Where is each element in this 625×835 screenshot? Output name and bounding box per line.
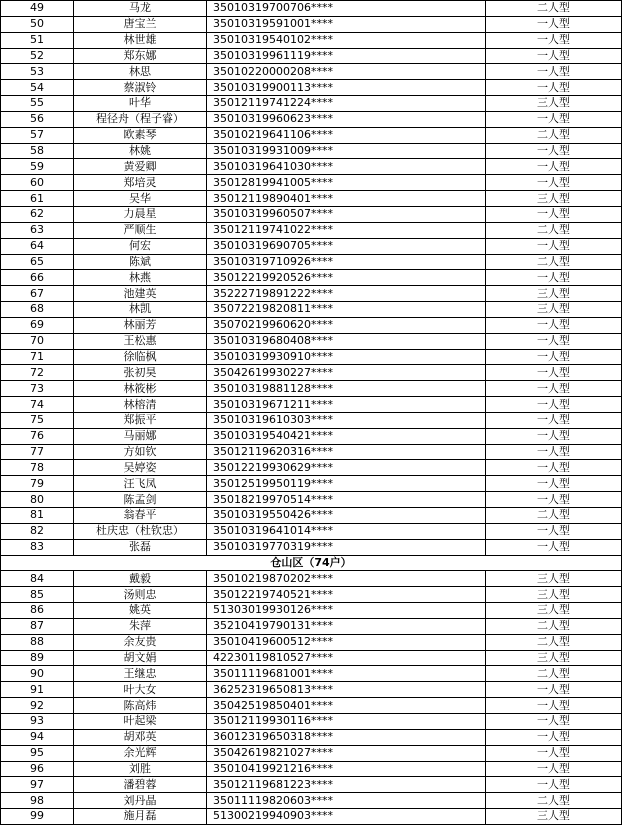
household-type-cell[interactable]: 一人型 xyxy=(486,143,622,159)
name-cell[interactable]: 林丽芳 xyxy=(74,317,207,333)
table-row xyxy=(1,428,622,444)
id-number-cell[interactable]: 35010220000208**** xyxy=(207,64,486,80)
row-number-cell[interactable]: 68 xyxy=(1,302,74,318)
household-type-cell[interactable]: 二人型 xyxy=(486,634,622,650)
household-type-cell[interactable]: 一人型 xyxy=(486,539,622,555)
id-number-cell[interactable]: 35012119741022**** xyxy=(207,222,486,238)
name-cell[interactable]: 欧素琴 xyxy=(74,127,207,143)
id-number-cell[interactable]: 35010319540102**** xyxy=(207,32,486,48)
id-number-cell[interactable]: 35012119890401**** xyxy=(207,191,486,207)
name-cell[interactable]: 王松惠 xyxy=(74,333,207,349)
row-number-cell[interactable]: 76 xyxy=(1,428,74,444)
row-number-cell[interactable]: 93 xyxy=(1,713,74,729)
household-table-body xyxy=(1,1,622,825)
name-cell[interactable]: 杜庆忠（杜钦忠） xyxy=(74,523,207,539)
row-number-cell[interactable]: 52 xyxy=(1,48,74,64)
name-cell[interactable]: 陈斌 xyxy=(74,254,207,270)
table-row xyxy=(1,523,622,539)
table-row xyxy=(1,587,622,603)
name-cell[interactable]: 施月磊 xyxy=(74,809,207,825)
id-number-cell[interactable]: 35010319900113**** xyxy=(207,80,486,96)
id-number-cell[interactable]: 35010419600512**** xyxy=(207,634,486,650)
household-type-cell[interactable]: 二人型 xyxy=(486,618,622,634)
row-number-cell[interactable]: 62 xyxy=(1,206,74,222)
table-row xyxy=(1,365,622,381)
id-number-cell[interactable]: 35010319960623**** xyxy=(207,111,486,127)
table-row xyxy=(1,270,622,286)
row-number-cell[interactable]: 74 xyxy=(1,397,74,413)
table-row xyxy=(1,539,622,555)
name-cell[interactable]: 汤则忠 xyxy=(74,587,207,603)
table-row xyxy=(1,412,622,428)
id-number-cell[interactable]: 35012119681223**** xyxy=(207,777,486,793)
household-type-cell[interactable]: 一人型 xyxy=(486,270,622,286)
row-number-cell[interactable]: 57 xyxy=(1,127,74,143)
household-type-cell[interactable]: 一人型 xyxy=(486,206,622,222)
row-number-cell[interactable]: 97 xyxy=(1,777,74,793)
name-cell[interactable]: 胡邓英 xyxy=(74,729,207,745)
row-number-cell[interactable]: 81 xyxy=(1,508,74,524)
table-row xyxy=(1,793,622,809)
household-type-cell[interactable]: 一人型 xyxy=(486,381,622,397)
name-cell[interactable]: 唐宝兰 xyxy=(74,16,207,32)
id-number-cell[interactable]: 35010319931009**** xyxy=(207,143,486,159)
household-type-cell[interactable]: 一人型 xyxy=(486,159,622,175)
table-row xyxy=(1,111,622,127)
household-type-cell[interactable]: 二人型 xyxy=(486,254,622,270)
row-number-cell[interactable]: 89 xyxy=(1,650,74,666)
name-cell[interactable]: 余友贵 xyxy=(74,634,207,650)
household-type-cell[interactable]: 三人型 xyxy=(486,302,622,318)
id-number-cell[interactable]: 35010319641014**** xyxy=(207,523,486,539)
name-cell[interactable]: 林世雄 xyxy=(74,32,207,48)
row-number-cell[interactable]: 55 xyxy=(1,96,74,112)
row-number-cell[interactable]: 60 xyxy=(1,175,74,191)
table-row xyxy=(1,761,622,777)
household-type-cell[interactable]: 三人型 xyxy=(486,191,622,207)
household-type-cell[interactable]: 一人型 xyxy=(486,428,622,444)
id-number-cell[interactable]: 35012119930116**** xyxy=(207,713,486,729)
id-number-cell[interactable]: 35010319610303**** xyxy=(207,412,486,428)
household-type-cell[interactable]: 一人型 xyxy=(486,80,622,96)
id-number-cell[interactable]: 35010319680408**** xyxy=(207,333,486,349)
id-number-cell[interactable]: 35010319641030**** xyxy=(207,159,486,175)
table-row xyxy=(1,127,622,143)
household-type-cell[interactable]: 三人型 xyxy=(486,809,622,825)
table-row xyxy=(1,809,622,825)
id-number-cell[interactable]: 35010319960507**** xyxy=(207,206,486,222)
household-type-cell[interactable]: 一人型 xyxy=(486,492,622,508)
household-type-cell[interactable]: 一人型 xyxy=(486,16,622,32)
table-row xyxy=(1,698,622,714)
household-type-cell[interactable]: 一人型 xyxy=(486,175,622,191)
row-number-cell[interactable]: 69 xyxy=(1,317,74,333)
row-number-cell[interactable]: 90 xyxy=(1,666,74,682)
table-row xyxy=(1,191,622,207)
id-number-cell[interactable]: 35012219740521**** xyxy=(207,587,486,603)
household-type-cell[interactable]: 三人型 xyxy=(486,650,622,666)
row-number-cell[interactable]: 91 xyxy=(1,682,74,698)
household-type-cell[interactable]: 一人型 xyxy=(486,476,622,492)
id-number-cell[interactable]: 35042619821027**** xyxy=(207,745,486,761)
table-row xyxy=(1,508,622,524)
name-cell[interactable]: 林燕 xyxy=(74,270,207,286)
id-number-cell[interactable]: 35018219970514**** xyxy=(207,492,486,508)
household-type-cell[interactable]: 一人型 xyxy=(486,444,622,460)
name-cell[interactable]: 胡文娟 xyxy=(74,650,207,666)
name-cell[interactable]: 叶华 xyxy=(74,96,207,112)
name-cell[interactable]: 马龙 xyxy=(74,1,207,17)
table-row xyxy=(1,206,622,222)
name-cell[interactable]: 吴婷姿 xyxy=(74,460,207,476)
row-number-cell[interactable]: 58 xyxy=(1,143,74,159)
row-number-cell[interactable]: 75 xyxy=(1,412,74,428)
table-row xyxy=(1,302,622,318)
id-number-cell[interactable]: 35070219960620**** xyxy=(207,317,486,333)
table-row xyxy=(1,16,622,32)
table-row xyxy=(1,634,622,650)
table-row xyxy=(1,64,622,80)
row-number-cell[interactable]: 53 xyxy=(1,64,74,80)
table-row xyxy=(1,618,622,634)
row-number-cell[interactable]: 88 xyxy=(1,634,74,650)
id-number-cell[interactable]: 35012819941005**** xyxy=(207,175,486,191)
household-type-cell[interactable]: 一人型 xyxy=(486,412,622,428)
household-type-cell[interactable]: 一人型 xyxy=(486,238,622,254)
table-row xyxy=(1,729,622,745)
name-cell[interactable]: 严顺生 xyxy=(74,222,207,238)
table-row xyxy=(1,96,622,112)
table-row xyxy=(1,571,622,587)
id-number-cell[interactable]: 35012219930629**** xyxy=(207,460,486,476)
name-cell[interactable]: 吴华 xyxy=(74,191,207,207)
table-row xyxy=(1,745,622,761)
household-type-cell[interactable]: 二人型 xyxy=(486,1,622,17)
name-cell[interactable]: 余光辉 xyxy=(74,745,207,761)
row-number-cell[interactable]: 50 xyxy=(1,16,74,32)
row-number-cell[interactable]: 66 xyxy=(1,270,74,286)
name-cell[interactable]: 叶起梁 xyxy=(74,713,207,729)
household-type-cell[interactable]: 一人型 xyxy=(486,48,622,64)
id-number-cell[interactable]: 35010319881128**** xyxy=(207,381,486,397)
id-number-cell[interactable]: 36252319650813**** xyxy=(207,682,486,698)
row-number-cell[interactable]: 49 xyxy=(1,1,74,17)
row-number-cell[interactable]: 67 xyxy=(1,286,74,302)
name-cell[interactable]: 徐临枫 xyxy=(74,349,207,365)
row-number-cell[interactable]: 80 xyxy=(1,492,74,508)
name-cell[interactable]: 刘胜 xyxy=(74,761,207,777)
row-number-cell[interactable]: 54 xyxy=(1,80,74,96)
name-cell[interactable]: 潘碧蓉 xyxy=(74,777,207,793)
row-number-cell[interactable]: 61 xyxy=(1,191,74,207)
table-row xyxy=(1,254,622,270)
household-type-cell[interactable]: 三人型 xyxy=(486,286,622,302)
household-type-cell[interactable]: 一人型 xyxy=(486,745,622,761)
table-row xyxy=(1,333,622,349)
name-cell[interactable]: 刘丹晶 xyxy=(74,793,207,809)
name-cell[interactable]: 池建英 xyxy=(74,286,207,302)
id-number-cell[interactable]: 35042519850401**** xyxy=(207,698,486,714)
id-number-cell[interactable]: 35010319591001**** xyxy=(207,16,486,32)
household-type-cell[interactable]: 一人型 xyxy=(486,365,622,381)
row-number-cell[interactable]: 85 xyxy=(1,587,74,603)
household-type-cell[interactable]: 二人型 xyxy=(486,666,622,682)
name-cell[interactable]: 力晨星 xyxy=(74,206,207,222)
name-cell[interactable]: 林姚 xyxy=(74,143,207,159)
household-type-cell[interactable]: 三人型 xyxy=(486,603,622,619)
household-type-cell[interactable]: 一人型 xyxy=(486,777,622,793)
id-number-cell[interactable]: 35010319930910**** xyxy=(207,349,486,365)
id-number-cell[interactable]: 35010319710926**** xyxy=(207,254,486,270)
table-row xyxy=(1,381,622,397)
table-row xyxy=(1,476,622,492)
id-number-cell[interactable]: 35042619930227**** xyxy=(207,365,486,381)
table-row xyxy=(1,32,622,48)
household-type-cell[interactable]: 三人型 xyxy=(486,571,622,587)
table-row xyxy=(1,222,622,238)
id-number-cell[interactable]: 35010319770319**** xyxy=(207,539,486,555)
id-number-cell[interactable]: 35012519950119**** xyxy=(207,476,486,492)
table-row xyxy=(1,349,622,365)
table-row xyxy=(1,1,622,17)
name-cell[interactable]: 陈孟剑 xyxy=(74,492,207,508)
household-type-cell[interactable]: 一人型 xyxy=(486,317,622,333)
row-number-cell[interactable]: 72 xyxy=(1,365,74,381)
id-number-cell[interactable]: 36012319650318**** xyxy=(207,729,486,745)
row-number-cell[interactable]: 98 xyxy=(1,793,74,809)
name-cell[interactable]: 姚英 xyxy=(74,603,207,619)
id-number-cell[interactable]: 35012119620316**** xyxy=(207,444,486,460)
table-row xyxy=(1,460,622,476)
row-number-cell[interactable]: 64 xyxy=(1,238,74,254)
household-type-cell[interactable]: 二人型 xyxy=(486,222,622,238)
name-cell[interactable]: 黄爱卿 xyxy=(74,159,207,175)
id-number-cell[interactable]: 35210419790131**** xyxy=(207,618,486,634)
id-number-cell[interactable]: 35010319550426**** xyxy=(207,508,486,524)
id-number-cell[interactable]: 35010219641106**** xyxy=(207,127,486,143)
id-number-cell[interactable]: 35010319540421**** xyxy=(207,428,486,444)
name-cell[interactable]: 郑东娜 xyxy=(74,48,207,64)
row-number-cell[interactable]: 94 xyxy=(1,729,74,745)
name-cell[interactable]: 方如钦 xyxy=(74,444,207,460)
id-number-cell[interactable]: 35010219870202**** xyxy=(207,571,486,587)
household-type-cell[interactable]: 二人型 xyxy=(486,127,622,143)
table-row xyxy=(1,317,622,333)
id-number-cell[interactable]: 42230119810527**** xyxy=(207,650,486,666)
household-type-cell[interactable]: 一人型 xyxy=(486,111,622,127)
id-number-cell[interactable]: 35072219820811**** xyxy=(207,302,486,318)
id-number-cell[interactable]: 35010319671211**** xyxy=(207,397,486,413)
name-cell[interactable]: 林思 xyxy=(74,64,207,80)
table-row xyxy=(1,603,622,619)
name-cell[interactable]: 张初昊 xyxy=(74,365,207,381)
household-type-cell[interactable]: 一人型 xyxy=(486,333,622,349)
table-row xyxy=(1,48,622,64)
row-number-cell[interactable]: 79 xyxy=(1,476,74,492)
name-cell[interactable]: 何宏 xyxy=(74,238,207,254)
name-cell[interactable]: 朱萍 xyxy=(74,618,207,634)
name-cell[interactable]: 林凯 xyxy=(74,302,207,318)
row-number-cell[interactable]: 65 xyxy=(1,254,74,270)
id-number-cell[interactable]: 35222719891222**** xyxy=(207,286,486,302)
table-row xyxy=(1,682,622,698)
household-type-cell[interactable]: 一人型 xyxy=(486,682,622,698)
name-cell[interactable]: 翁春平 xyxy=(74,508,207,524)
row-number-cell[interactable]: 63 xyxy=(1,222,74,238)
row-number-cell[interactable]: 83 xyxy=(1,539,74,555)
household-type-cell[interactable]: 三人型 xyxy=(486,96,622,112)
id-number-cell[interactable]: 35011119820603**** xyxy=(207,793,486,809)
household-type-cell[interactable]: 一人型 xyxy=(486,698,622,714)
table-row xyxy=(1,397,622,413)
household-type-cell[interactable]: 一人型 xyxy=(486,397,622,413)
id-number-cell[interactable]: 35010319700706**** xyxy=(207,1,486,17)
table-row xyxy=(1,238,622,254)
row-number-cell[interactable]: 70 xyxy=(1,333,74,349)
section-title[interactable]: 仓山区（74户） xyxy=(1,555,622,571)
table-row xyxy=(1,175,622,191)
household-type-cell[interactable]: 一人型 xyxy=(486,349,622,365)
row-number-cell[interactable]: 77 xyxy=(1,444,74,460)
row-number-cell[interactable]: 56 xyxy=(1,111,74,127)
id-number-cell[interactable]: 51303019930126**** xyxy=(207,603,486,619)
name-cell[interactable]: 叶大女 xyxy=(74,682,207,698)
id-number-cell[interactable]: 35010319961119**** xyxy=(207,48,486,64)
id-number-cell[interactable]: 35012219920526**** xyxy=(207,270,486,286)
household-type-cell[interactable]: 二人型 xyxy=(486,793,622,809)
household-type-cell[interactable]: 一人型 xyxy=(486,729,622,745)
name-cell[interactable]: 张磊 xyxy=(74,539,207,555)
table-row xyxy=(1,444,622,460)
name-cell[interactable]: 郑振平 xyxy=(74,412,207,428)
id-number-cell[interactable]: 35011119681001**** xyxy=(207,666,486,682)
table-row xyxy=(1,777,622,793)
name-cell[interactable]: 程径舟（程子睿） xyxy=(74,111,207,127)
row-number-cell[interactable]: 84 xyxy=(1,571,74,587)
name-cell[interactable]: 林榕清 xyxy=(74,397,207,413)
row-number-cell[interactable]: 82 xyxy=(1,523,74,539)
household-type-cell[interactable]: 一人型 xyxy=(486,460,622,476)
name-cell[interactable]: 陈高炜 xyxy=(74,698,207,714)
name-cell[interactable]: 戴毅 xyxy=(74,571,207,587)
household-type-cell[interactable]: 一人型 xyxy=(486,64,622,80)
name-cell[interactable]: 汪飞凤 xyxy=(74,476,207,492)
household-type-cell[interactable]: 一人型 xyxy=(486,523,622,539)
name-cell[interactable]: 马丽娜 xyxy=(74,428,207,444)
id-number-cell[interactable]: 35010419921216**** xyxy=(207,761,486,777)
table-row xyxy=(1,492,622,508)
table-row xyxy=(1,650,622,666)
row-number-cell[interactable]: 51 xyxy=(1,32,74,48)
row-number-cell[interactable]: 87 xyxy=(1,618,74,634)
name-cell[interactable]: 王继忠 xyxy=(74,666,207,682)
table-row xyxy=(1,143,622,159)
section-row xyxy=(1,555,622,571)
id-number-cell[interactable]: 35010319690705**** xyxy=(207,238,486,254)
row-number-cell[interactable]: 86 xyxy=(1,603,74,619)
row-number-cell[interactable]: 95 xyxy=(1,745,74,761)
row-number-cell[interactable]: 73 xyxy=(1,381,74,397)
household-type-cell[interactable]: 三人型 xyxy=(486,587,622,603)
name-cell[interactable]: 林筱彬 xyxy=(74,381,207,397)
row-number-cell[interactable]: 78 xyxy=(1,460,74,476)
table-row xyxy=(1,286,622,302)
name-cell[interactable]: 郑培灵 xyxy=(74,175,207,191)
table-row xyxy=(1,80,622,96)
table-row xyxy=(1,666,622,682)
row-number-cell[interactable]: 96 xyxy=(1,761,74,777)
name-cell[interactable]: 蔡淑铃 xyxy=(74,80,207,96)
household-type-cell[interactable]: 一人型 xyxy=(486,32,622,48)
household-type-cell[interactable]: 二人型 xyxy=(486,508,622,524)
table-row xyxy=(1,159,622,175)
table-row xyxy=(1,713,622,729)
row-number-cell[interactable]: 71 xyxy=(1,349,74,365)
row-number-cell[interactable]: 59 xyxy=(1,159,74,175)
household-type-cell[interactable]: 一人型 xyxy=(486,761,622,777)
row-number-cell[interactable]: 99 xyxy=(1,809,74,825)
id-number-cell[interactable]: 51300219940903**** xyxy=(207,809,486,825)
id-number-cell[interactable]: 35012119741224**** xyxy=(207,96,486,112)
household-type-cell[interactable]: 一人型 xyxy=(486,713,622,729)
row-number-cell[interactable]: 92 xyxy=(1,698,74,714)
